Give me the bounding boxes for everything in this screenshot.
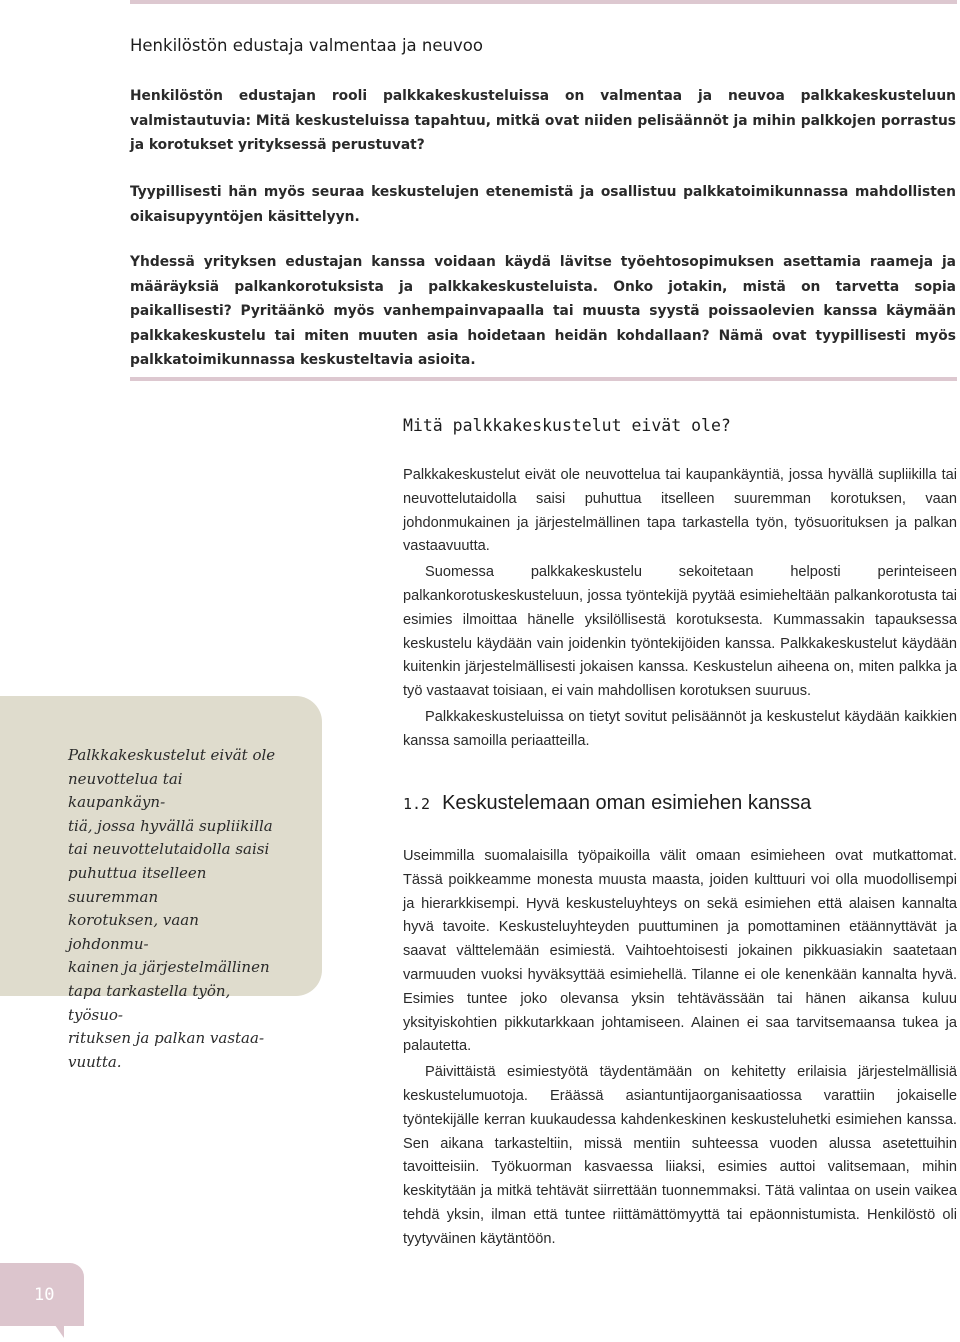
section-heading-1-2: [403, 792, 811, 815]
paragraph: Päivittäistä esimiestyötä täydentämään on kehitetty erilaisia järjestelmällisiä keskustelumuotoja. Eräässä asiantuntijaorganisaatiossa varattiin jokaiselle työntekijälle kerran kuukaudessa kahdenkeskinen keskusteluhetki esimiehen kanssa. Sen aikana tarkasteltiin, missä mentiin suhteessa vuoden alussa asetettuihin tavoitteisiin. Työkuorman kasvaessa liiaksi, esimies auttoi valitsemaan, mihin keskitytään ja mitkä tehtävät siirrettään tuonnemmaksi. Tätä valintaa on usein vaikea tehdä yksin, ilman että tuntee riittämättömyyttä tai epäonnistumista. Henkilöstö oli tyytyväinen käytäntöön.: [403, 1064, 957, 1247]
section-number: 1.2: [403, 795, 431, 813]
section-not-body: [403, 464, 957, 756]
page-tab-tail: [50, 1318, 64, 1338]
paragraph: Palkkakeskusteluissa on tietyt sovitut pelisäännöt ja keskustelut käydään kaikkien kanssa samoilla periaatteilla.: [403, 708, 957, 749]
box-paragraph-3: Yhdessä yrityksen edustajan kanssa voidaan käydä lävitse työehtosopimuksen asettamia raameja ja määräyksiä palkankorotuksista ja palkkakeskusteluista. Onko jotakin, mistä on tarvetta sopia paikallisesti? Pyritäänkö myös vanhempainvapaalla tai muusta syystä poissaolevien kanssa käymään palkkakeskustelu tai miten muuten asia hoidetaan heidän kohdallaan? Nämä ovat tyypillisesti myös palkkatoimikunnassa keskusteltavia asioita.: [130, 254, 956, 368]
paragraph: Suomessa palkkakeskustelu sekoitetaan helposti perinteiseen palkankorotuskeskusteluun, jossa työntekijä pyytää esimieheltään palkankorotusta tai esimies ilmoittaa hänelle yksilöllisestä korotuksesta. Kummassakin tapauksessa keskustelu käydään vain joidenkin työntekijöiden kanssa. Palkkakeskustelut käydään kuitenkin järjestelmällisesti jokaisen kanssa. Keskustelun aiheena on, miten palkka ja työ vastaavat toisiaan, ei vain mahdollisen korotuksen suuruus.: [403, 564, 957, 700]
top-divider: [130, 0, 957, 4]
section-heading-not: Mitä palkkakeskustelut eivät ole?: [403, 416, 731, 435]
section-title: Keskustelemaan oman esimiehen kanssa: [442, 792, 812, 814]
section-1-2-body: [403, 845, 957, 1254]
page-number: 10: [34, 1285, 55, 1305]
paragraph: Palkkakeskustelut eivät ole neuvottelua tai kaupankäyntiä, jossa hyvällä supliikilla tai neuvottelutaidolla saisi puhuttua itselleen suuremman korotuksen, vaan johdonmukainen ja järjestelmällinen tapa tarkastella työn, työsuorituksen ja palkan vastaavuutta.: [403, 467, 957, 555]
pull-quote: Palkkakeskustelut eivät ole neuvottelua tai kaupankäyn- tiä, jossa hyvällä supliikilla tai neuvottelutaidolla saisi puhuttua itselleen suuremman korotuksen, vaan johdonmu- kainen ja järjestelmällinen tapa tarkastella työn, työsuo- rituksen ja palkan vastaa- vuutta.: [68, 746, 276, 1071]
paragraph: Useimmilla suomalaisilla työpaikoilla välit omaan esimieheen ovat mutkattomat. Tässä poikkeamme monesta muusta maasta, joiden kulttuuri voi olla muodollisempi ja hierarkkisempi. Hyvä keskusteluyhteys on sekä esimiehen että alaisen kannalta hyvä tavoite. Keskusteluyhteyden puuttuminen ja pomottaminen etäännyttävät ja saavat välttelemään esimiestä. Vaihtoehtoisesti jokainen pikkuasiakin saatetaan varmuuden vuoksi hyväksyttää esimiehellä. Tilanne ei ole kenenkään kannalta hyvä. Esimies tuntee joko olevansa yksin tehtävässään tai hänen aikansa kuluu yksityiskohtien pikkutarkkaan johtamiseen. Alainen ei saa tarvitsemaansa tukea ja palautetta.: [403, 848, 957, 1055]
section-divider: [130, 377, 957, 381]
box-paragraph-2: Tyypillisesti hän myös seuraa keskustelujen etenemistä ja osallistuu palkkatoimikunnassa mahdollisten oikaisupyyntöjen käsittelyyn.: [130, 184, 956, 225]
box-paragraph-1: Henkilöstön edustajan rooli palkkakeskusteluissa on valmentaa ja neuvoa palkkakeskusteluun valmistautuvia: Mitä keskusteluissa tapahtuu, mitkä ovat niiden pelisäännöt ja mihin palkkojen porrastus ja korotukset yrityksessä perustuvat?: [130, 88, 956, 153]
box-title: Henkilöstön edustaja valmentaa ja neuvoo: [130, 36, 483, 55]
